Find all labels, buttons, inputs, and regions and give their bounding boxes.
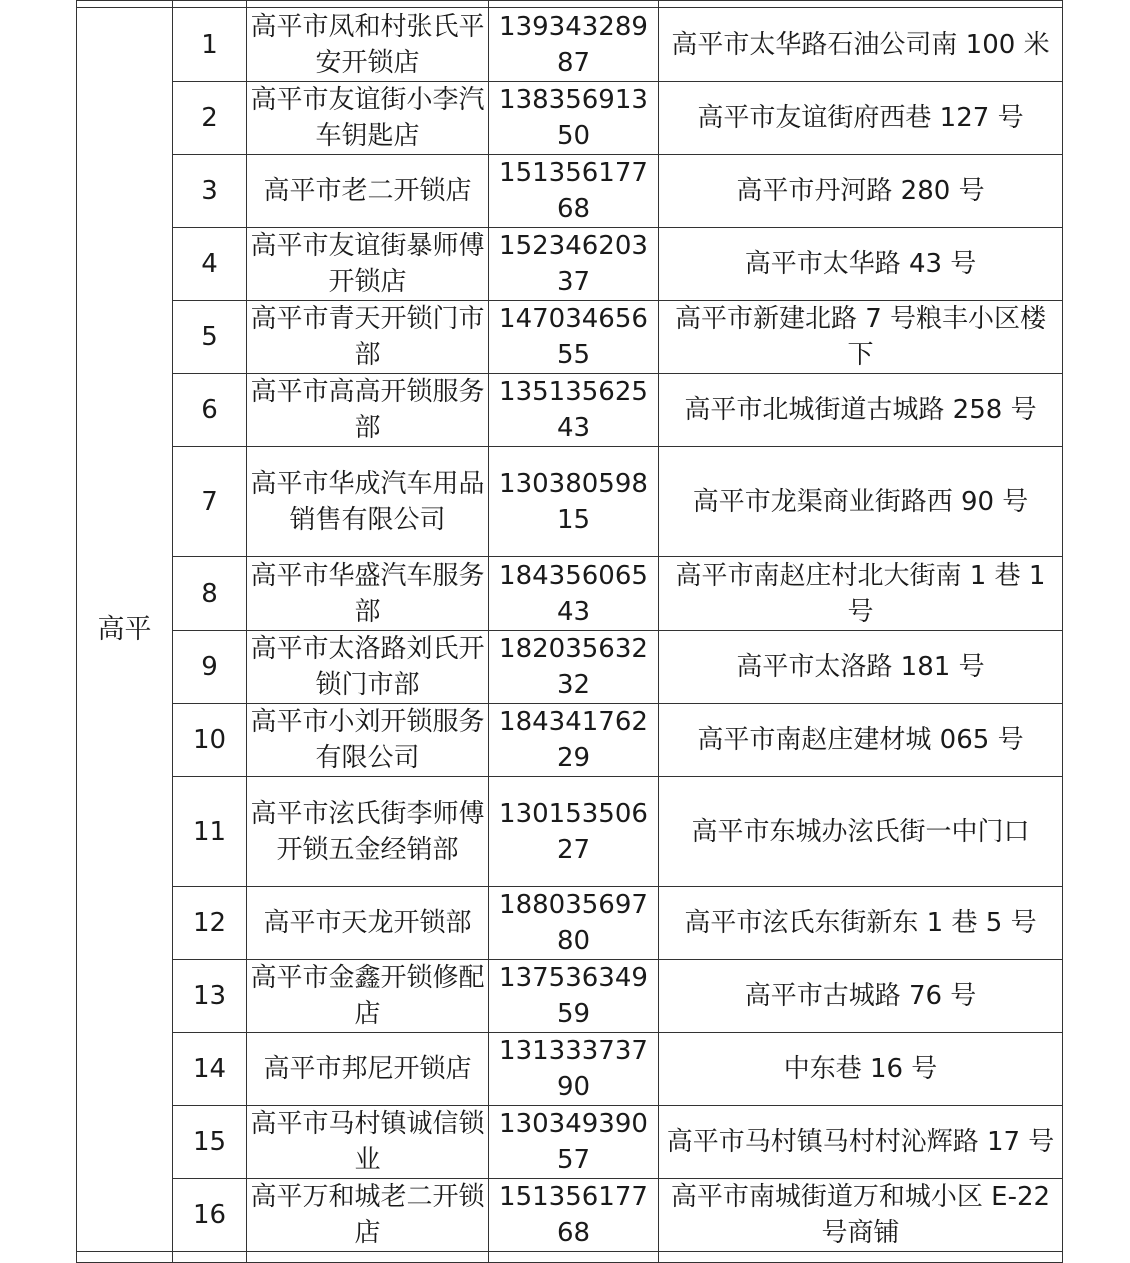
row-number-cell: 13 <box>173 960 247 1033</box>
table-row <box>77 447 1063 557</box>
address-cell: 高平市泫氏东街新东 1 巷 5 号 <box>659 887 1063 960</box>
row-number-cell: 14 <box>173 1033 247 1106</box>
table-row <box>77 557 1063 631</box>
address-cell: 高平市新建北路 7 号粮丰小区楼下 <box>659 301 1063 374</box>
shop-name-cell: 高平市友谊街小李汽车钥匙店 <box>247 82 489 155</box>
table-row <box>77 704 1063 777</box>
address-cell: 高平市南赵庄建材城 065 号 <box>659 704 1063 777</box>
address-cell: 高平市丹河路 280 号 <box>659 155 1063 228</box>
table-row <box>77 8 1063 82</box>
row-number-cell: 4 <box>173 228 247 301</box>
address-cell: 高平市太华路 43 号 <box>659 228 1063 301</box>
phone-cell: 18435606543 <box>489 557 659 631</box>
shop-name-cell: 高平市老二开锁店 <box>247 155 489 228</box>
shop-name-cell: 高平市泫氏街李师傅开锁五金经销部 <box>247 777 489 887</box>
phone-cell: 13015350627 <box>489 777 659 887</box>
address-cell: 高平市北城街道古城路 258 号 <box>659 374 1063 447</box>
table-row <box>77 301 1063 374</box>
table-body <box>77 1 1063 1263</box>
shop-name-cell: 高平万和城老二开锁店 <box>247 1179 489 1252</box>
table-row <box>77 887 1063 960</box>
address-cell: 高平市马村镇马村村沁辉路 17 号 <box>659 1106 1063 1179</box>
table-row-previous-stub <box>77 1 1063 8</box>
phone-cell: 18203563232 <box>489 631 659 704</box>
address-cell: 高平市龙渠商业街路西 90 号 <box>659 447 1063 557</box>
phone-cell: 18803569780 <box>489 887 659 960</box>
table-row <box>77 777 1063 887</box>
phone-cell: 14703465655 <box>489 301 659 374</box>
table-row <box>77 155 1063 228</box>
table-row <box>77 82 1063 155</box>
shop-name-cell: 高平市友谊街暴师傅开锁店 <box>247 228 489 301</box>
address-cell: 高平市古城路 76 号 <box>659 960 1063 1033</box>
row-number-cell: 2 <box>173 82 247 155</box>
shop-name-cell: 高平市太洛路刘氏开锁门市部 <box>247 631 489 704</box>
phone-cell: 13034939057 <box>489 1106 659 1179</box>
phone-cell: 15135617768 <box>489 155 659 228</box>
address-cell: 高平市太洛路 181 号 <box>659 631 1063 704</box>
phone-cell: 15135617768 <box>489 1179 659 1252</box>
phone-cell: 15234620337 <box>489 228 659 301</box>
shop-name-cell: 高平市青天开锁门市部 <box>247 301 489 374</box>
row-number-cell: 1 <box>173 8 247 82</box>
phone-cell: 13513562543 <box>489 374 659 447</box>
row-number-cell: 5 <box>173 301 247 374</box>
region-cell: 高平 <box>77 8 173 1252</box>
row-number-cell: 6 <box>173 374 247 447</box>
row-number-cell: 15 <box>173 1106 247 1179</box>
table-row <box>77 228 1063 301</box>
phone-cell: 13038059815 <box>489 447 659 557</box>
address-cell: 高平市东城办泫氏街一中门口 <box>659 777 1063 887</box>
shop-name-cell: 高平市小刘开锁服务有限公司 <box>247 704 489 777</box>
table-row <box>77 1106 1063 1179</box>
row-number-cell: 3 <box>173 155 247 228</box>
row-number-cell: 10 <box>173 704 247 777</box>
phone-cell: 13753634959 <box>489 960 659 1033</box>
locksmith-table <box>76 0 1063 1263</box>
row-number-cell: 7 <box>173 447 247 557</box>
row-number-cell: 16 <box>173 1179 247 1252</box>
table-row-next-stub <box>77 1252 1063 1263</box>
shop-name-cell: 高平市凤和村张氏平安开锁店 <box>247 8 489 82</box>
row-number-cell: 12 <box>173 887 247 960</box>
table-row <box>77 374 1063 447</box>
phone-cell: 13934328987 <box>489 8 659 82</box>
table-row <box>77 631 1063 704</box>
address-cell: 中东巷 16 号 <box>659 1033 1063 1106</box>
address-cell: 高平市太华路石油公司南 100 米 <box>659 8 1063 82</box>
address-cell: 高平市南赵庄村北大街南 1 巷 1 号 <box>659 557 1063 631</box>
phone-cell: 13835691350 <box>489 82 659 155</box>
shop-name-cell: 高平市华成汽车用品销售有限公司 <box>247 447 489 557</box>
table-row <box>77 1179 1063 1252</box>
address-cell: 高平市南城街道万和城小区 E-22 号商铺 <box>659 1179 1063 1252</box>
table-row <box>77 960 1063 1033</box>
shop-name-cell: 高平市天龙开锁部 <box>247 887 489 960</box>
address-cell: 高平市友谊街府西巷 127 号 <box>659 82 1063 155</box>
phone-cell: 13133373790 <box>489 1033 659 1106</box>
shop-name-cell: 高平市高高开锁服务部 <box>247 374 489 447</box>
shop-name-cell: 高平市邦尼开锁店 <box>247 1033 489 1106</box>
phone-cell: 18434176229 <box>489 704 659 777</box>
row-number-cell: 9 <box>173 631 247 704</box>
table-row <box>77 1033 1063 1106</box>
shop-name-cell: 高平市金鑫开锁修配店 <box>247 960 489 1033</box>
shop-name-cell: 高平市马村镇诚信锁业 <box>247 1106 489 1179</box>
shop-name-cell: 高平市华盛汽车服务部 <box>247 557 489 631</box>
row-number-cell: 11 <box>173 777 247 887</box>
row-number-cell: 8 <box>173 557 247 631</box>
